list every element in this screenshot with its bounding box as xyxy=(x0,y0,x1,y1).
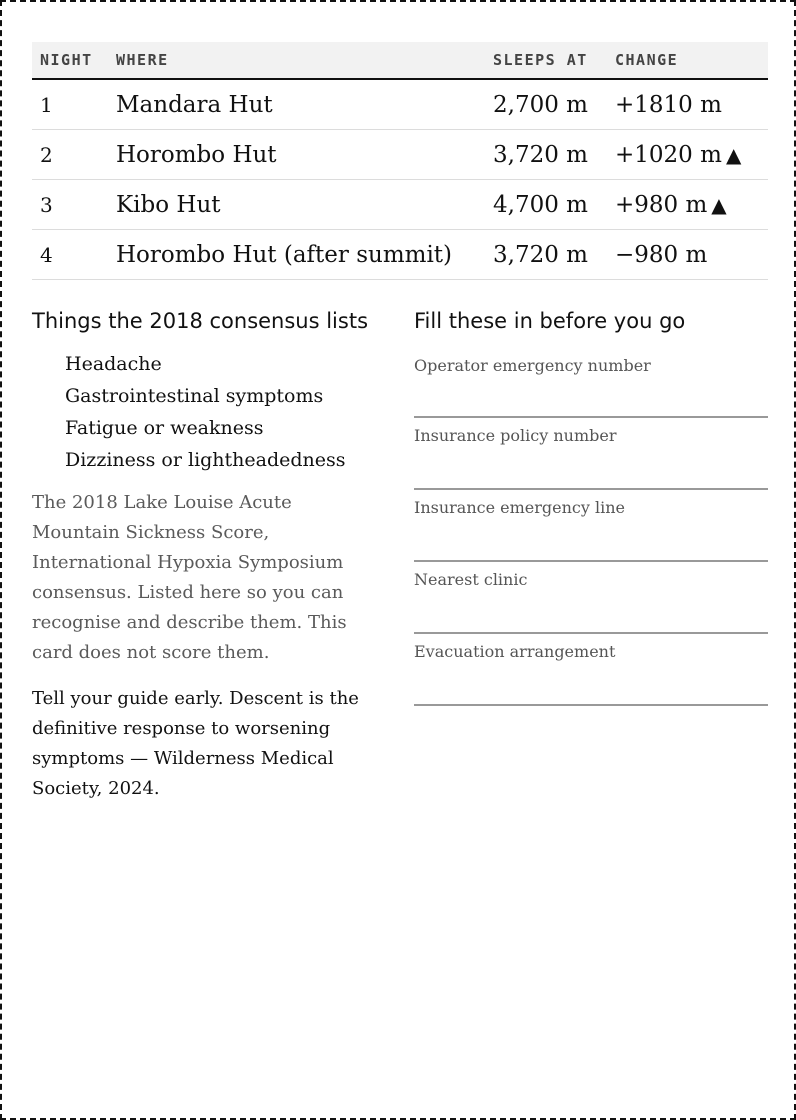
hut-name: Horombo Hut xyxy=(108,130,485,180)
altitude-change xyxy=(607,230,768,280)
hut-name: Horombo Hut (after summit) xyxy=(108,230,485,280)
hut-name: Mandara Hut xyxy=(108,79,485,130)
fill-in-title: Fill these in before you go xyxy=(414,309,686,333)
sleep-altitude: 4,700 m xyxy=(485,180,607,230)
header-sleeps-at: SLEEPS AT xyxy=(485,42,607,79)
field-label: Operator emergency number xyxy=(414,356,651,375)
symptoms-title: Things the 2018 consensus lists xyxy=(32,309,369,333)
hut-name: Kibo Hut xyxy=(108,180,485,230)
night-number: 3 xyxy=(32,180,108,230)
descent-advice: Tell your guide early. Descent is the definitive response to worsening symptoms — Wilderness Medical Society, 2024. xyxy=(32,688,359,799)
sleep-altitude: 3,720 m xyxy=(485,130,607,180)
night-number: 4 xyxy=(32,230,108,280)
nearest-clinic-field[interactable] xyxy=(414,562,768,634)
consensus-note: The 2018 Lake Louise Acute Mountain Sickness Score, International Hypoxia Symposium consensus. Listed here so you can recognise and describe them. This card does not score them. xyxy=(32,492,347,663)
sleep-altitude: 3,720 m xyxy=(485,230,607,280)
field-label: Insurance emergency line xyxy=(414,498,626,517)
insurance-policy-field[interactable] xyxy=(414,418,768,490)
fill-in-fields xyxy=(414,348,768,706)
field-label: Evacuation arrangement xyxy=(414,642,616,661)
warning-triangle-icon: ▲ xyxy=(725,142,742,167)
insurance-emergency-field[interactable] xyxy=(414,490,768,562)
field-label: Insurance policy number xyxy=(414,426,617,445)
symptoms-section xyxy=(32,308,382,804)
card-content xyxy=(32,42,768,799)
list-item: Fatigue or weakness xyxy=(65,417,264,439)
header-where: WHERE xyxy=(108,42,485,79)
night-number: 1 xyxy=(32,79,108,130)
warning-triangle-icon: ▲ xyxy=(711,192,727,217)
symptom-list xyxy=(32,348,382,476)
list-item: Dizziness or lightheadedness xyxy=(65,449,346,471)
list-item: Headache xyxy=(65,353,162,375)
change-value: −980 m xyxy=(615,241,708,268)
operator-emergency-field[interactable] xyxy=(414,348,768,418)
itinerary-table xyxy=(32,42,768,280)
list-item: Gastrointestinal symptoms xyxy=(65,385,324,407)
change-value: +980 m xyxy=(615,191,708,218)
table-row xyxy=(32,230,768,280)
table-row xyxy=(32,79,768,130)
altitude-change xyxy=(607,180,768,230)
header-night: NIGHT xyxy=(32,42,108,79)
altitude-change xyxy=(607,79,768,130)
itinerary-header-row xyxy=(32,42,768,79)
sleep-altitude: 2,700 m xyxy=(485,79,607,130)
change-value: +1020 m xyxy=(615,141,722,168)
fill-in-section xyxy=(414,308,768,706)
change-value: +1810 m xyxy=(615,91,722,118)
night-number: 2 xyxy=(32,130,108,180)
table-row xyxy=(32,180,768,230)
table-row xyxy=(32,130,768,180)
header-change: CHANGE xyxy=(607,42,768,79)
evacuation-arrangement-field[interactable] xyxy=(414,634,768,706)
altitude-change xyxy=(607,130,768,180)
field-label: Nearest clinic xyxy=(414,570,528,589)
